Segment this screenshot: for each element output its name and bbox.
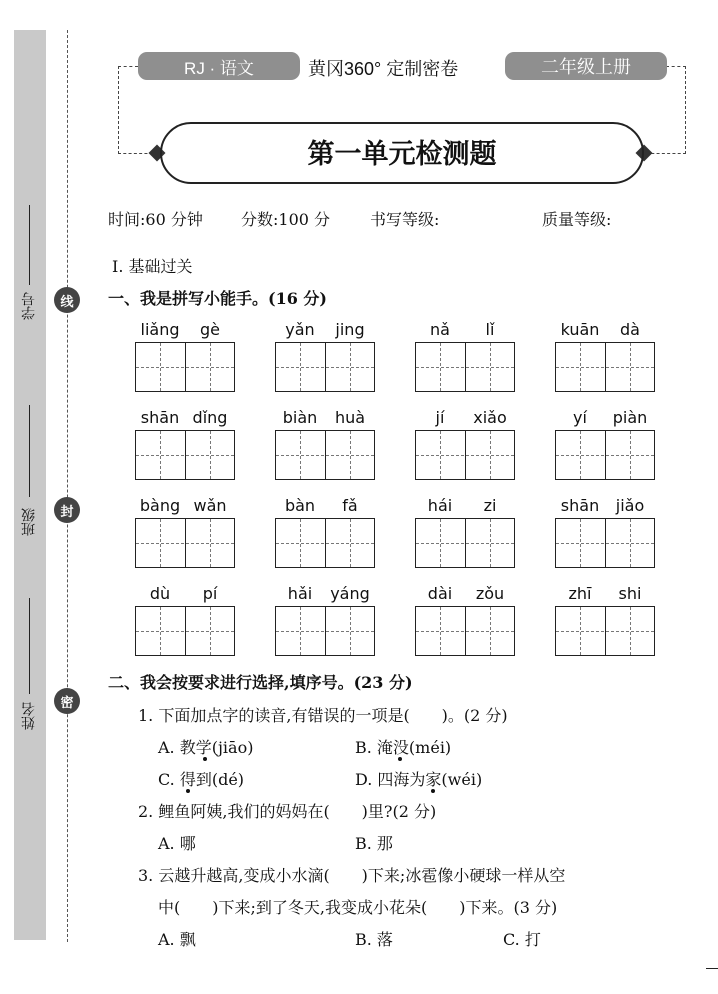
pinyin-syllable: hái [427, 496, 453, 515]
writing-grid[interactable] [135, 430, 235, 480]
question2-2: 2. 鲤鱼阿姨,我们的妈妈在( )里?(2 分) [138, 802, 437, 821]
pinyin-syllable: dài [427, 584, 453, 603]
question2-3-line1: 3. 云越升越高,变成小水滴( )下来;冰雹像小硬球一样从空 [138, 866, 566, 885]
question2-2-option-b[interactable]: B. 那 [355, 834, 393, 853]
class-field [18, 508, 42, 536]
student-id-label: 学号 [20, 292, 36, 320]
writing-grid[interactable] [275, 430, 375, 480]
question2-3-option-c[interactable]: C. 打 [503, 930, 541, 949]
pinyin-syllable: shān [140, 408, 180, 427]
question2-1-option-d[interactable]: D. 四海为家(wéi) [355, 770, 483, 789]
right-connector [666, 66, 686, 154]
name-blank [18, 598, 42, 694]
question2-1-option-a[interactable]: A. 教学(jiāo) [158, 738, 254, 757]
quality-grade: 质量等级: [542, 210, 612, 229]
pinyin-syllable: gè [200, 320, 220, 339]
pinyin-syllable: zi [483, 496, 497, 515]
left-connector [118, 66, 138, 154]
pinyin-syllable: zhī [568, 584, 592, 603]
pinyin-syllable: jí [435, 408, 445, 427]
exam-info-row [108, 207, 668, 231]
emphasis-dot [431, 789, 435, 793]
student-id-blank [18, 205, 42, 285]
pinyin-syllable: xiǎo [473, 408, 507, 427]
pinyin-syllable: jing [335, 320, 365, 339]
writing-grid[interactable] [555, 518, 655, 568]
page-title: 第一单元检测题 [307, 139, 497, 170]
question2-3-line2: 中( )下来;到了冬天,我变成小花朵( )下来。(3 分) [158, 898, 558, 917]
page-edge-mark [706, 968, 718, 969]
pinyin-syllable: dà [620, 320, 640, 339]
pinyin-syllable: kuān [560, 320, 600, 339]
writing-grid[interactable] [415, 342, 515, 392]
pinyin-syllable: dù [149, 584, 171, 603]
pinyin-syllable: bàn [284, 496, 316, 515]
class-blank [18, 405, 42, 497]
pinyin-syllable: biàn [282, 408, 318, 427]
writing-grid[interactable] [135, 342, 235, 392]
part1-heading: Ⅰ. 基础过关 [112, 257, 193, 276]
pinyin-syllable: shān [560, 496, 600, 515]
pinyin-syllable: shi [618, 584, 642, 603]
question2-3-option-b[interactable]: B. 落 [355, 930, 393, 949]
student-id-field [18, 292, 42, 320]
pinyin-syllable: fǎ [342, 496, 358, 515]
question2-3-option-a[interactable]: A. 飘 [158, 930, 196, 949]
writing-grid[interactable] [415, 518, 515, 568]
series-title: 黄冈360° 定制密卷 [308, 59, 459, 79]
question2-1: 1. 下面加点字的读音,有错误的一项是( )。(2 分) [138, 706, 508, 725]
question2-1-option-c[interactable]: C. 得到(dé) [158, 770, 245, 789]
writing-grid[interactable] [415, 606, 515, 656]
pinyin-syllable: piàn [612, 408, 648, 427]
question1-heading: 一、我是拼写小能手。(16 分) [108, 289, 327, 308]
question2-1-option-b[interactable]: B. 淹没(méi) [355, 738, 452, 757]
pinyin-syllable: liǎng [140, 320, 180, 339]
score-info: 分数:100 分 [241, 210, 331, 229]
writing-grid[interactable] [135, 518, 235, 568]
writing-grid[interactable] [555, 342, 655, 392]
writing-grid[interactable] [415, 430, 515, 480]
question2-2-option-a[interactable]: A. 哪 [158, 834, 196, 853]
writing-grid[interactable] [135, 606, 235, 656]
pinyin-syllable: yǎn [285, 320, 315, 339]
writing-grid[interactable] [275, 606, 375, 656]
pinyin-syllable: lǐ [485, 320, 495, 339]
pinyin-syllable: dǐng [192, 408, 228, 427]
pinyin-syllable: bàng [139, 496, 181, 515]
name-label: 姓名 [20, 702, 36, 730]
pinyin-syllable: huà [334, 408, 366, 427]
seal-dense-badge: 密 [54, 688, 80, 714]
pinyin-syllable: hǎi [287, 584, 313, 603]
writing-grade: 书写等级: [370, 210, 440, 229]
pinyin-syllable: zǒu [475, 584, 505, 603]
pinyin-syllable: nǎ [430, 320, 450, 339]
pinyin-syllable: yí [573, 408, 587, 427]
writing-grid[interactable] [275, 518, 375, 568]
subject-tag: RJ · 语文 [138, 52, 300, 80]
part2-heading: 二、我会按要求进行选择,填序号。(23 分) [108, 673, 413, 692]
name-field [18, 702, 42, 730]
emphasis-dot [203, 757, 207, 761]
emphasis-dot [186, 789, 190, 793]
grade-tag: 二年级上册 [505, 52, 667, 80]
cut-line [67, 30, 68, 942]
writing-grid[interactable] [555, 606, 655, 656]
writing-grid[interactable] [555, 430, 655, 480]
pinyin-syllable: jiǎo [615, 496, 645, 515]
class-label: 班级 [20, 508, 36, 536]
pinyin-syllable: yáng [330, 584, 370, 603]
pinyin-syllable: wǎn [193, 496, 227, 515]
pinyin-syllable: pí [202, 584, 218, 603]
seal-seal-badge: 封 [54, 497, 80, 523]
emphasis-dot [398, 757, 402, 761]
writing-grid[interactable] [275, 342, 375, 392]
seal-line-badge: 线 [54, 287, 80, 313]
time-info: 时间:60 分钟 [108, 210, 203, 229]
